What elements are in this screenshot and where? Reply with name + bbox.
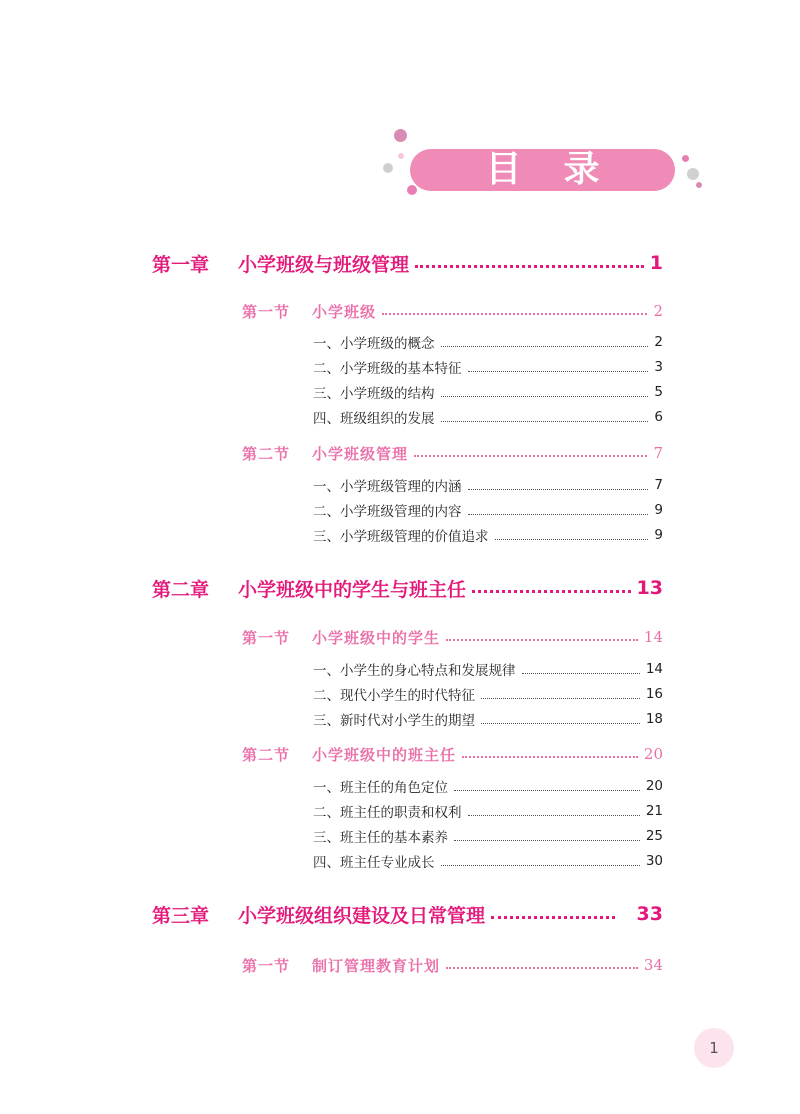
section-number: 第一节 bbox=[242, 302, 291, 321]
section-page: 20 bbox=[643, 745, 663, 763]
section-title: 小学班级中的班主任 bbox=[312, 745, 457, 764]
item-title: 三、小学班级管理的价值追求 bbox=[313, 529, 489, 545]
section-title: 小学班级 bbox=[312, 302, 377, 321]
chapter-number: 第二章 bbox=[152, 578, 210, 601]
dot-leader bbox=[441, 865, 640, 866]
item-title: 二、现代小学生的时代特征 bbox=[313, 688, 475, 704]
section-2-1-row[interactable] bbox=[242, 624, 663, 650]
section-title: 制订管理教育计划 bbox=[312, 956, 441, 975]
item-title: 三、新时代对小学生的期望 bbox=[313, 713, 475, 729]
item-title: 二、小学班级管理的内容 bbox=[313, 504, 462, 520]
toc-item[interactable] bbox=[313, 406, 663, 428]
toc-item[interactable] bbox=[313, 331, 663, 353]
dot-leader bbox=[454, 790, 640, 791]
dot-leader bbox=[454, 840, 640, 841]
item-page: 18 bbox=[645, 711, 663, 727]
decor-dot bbox=[398, 153, 404, 159]
item-title: 四、班级组织的发展 bbox=[313, 411, 435, 427]
item-page: 9 bbox=[654, 502, 663, 518]
dot-leader bbox=[468, 514, 649, 515]
toc-item[interactable] bbox=[313, 800, 663, 822]
item-page: 30 bbox=[645, 853, 663, 869]
dot-leader bbox=[491, 916, 615, 919]
section-number: 第二节 bbox=[242, 444, 291, 463]
chapter-2-row[interactable] bbox=[152, 572, 663, 604]
dot-leader bbox=[441, 396, 649, 397]
item-page: 16 bbox=[645, 686, 663, 702]
chapter-page: 33 bbox=[636, 903, 663, 925]
toc-title-banner bbox=[410, 149, 675, 191]
section-title: 小学班级管理 bbox=[312, 444, 409, 463]
toc-title: 目录 bbox=[485, 149, 642, 190]
section-number: 第一节 bbox=[242, 628, 291, 647]
item-title: 三、小学班级的结构 bbox=[313, 386, 435, 402]
toc-item[interactable] bbox=[313, 524, 663, 546]
dot-leader bbox=[468, 371, 649, 372]
section-page: 7 bbox=[653, 444, 663, 462]
toc-item[interactable] bbox=[313, 775, 663, 797]
chapter-title: 小学班级与班级管理 bbox=[238, 253, 410, 276]
item-title: 二、班主任的职责和权利 bbox=[313, 805, 462, 821]
dot-leader bbox=[522, 673, 640, 674]
section-2-2-row[interactable] bbox=[242, 741, 663, 767]
dot-leader bbox=[441, 346, 649, 347]
dot-leader bbox=[414, 455, 647, 457]
toc-item[interactable] bbox=[313, 499, 663, 521]
item-page: 14 bbox=[645, 661, 663, 677]
dot-leader bbox=[468, 489, 649, 490]
item-title: 一、小学生的身心特点和发展规律 bbox=[313, 663, 516, 679]
section-3-1-row[interactable] bbox=[242, 952, 663, 978]
section-title: 小学班级中的学生 bbox=[312, 628, 441, 647]
decor-dot bbox=[394, 129, 407, 142]
dot-leader bbox=[468, 815, 640, 816]
item-title: 四、班主任专业成长 bbox=[313, 855, 435, 871]
chapter-title: 小学班级中的学生与班主任 bbox=[238, 578, 467, 601]
item-title: 一、小学班级管理的内涵 bbox=[313, 479, 462, 495]
decor-dot bbox=[407, 185, 417, 195]
chapter-title: 小学班级组织建设及日常管理 bbox=[238, 904, 486, 927]
dot-leader bbox=[481, 723, 640, 724]
item-page: 25 bbox=[645, 828, 663, 844]
section-page: 34 bbox=[643, 956, 663, 974]
toc-item[interactable] bbox=[313, 658, 663, 680]
item-page: 7 bbox=[654, 477, 663, 493]
toc-item[interactable] bbox=[313, 708, 663, 730]
page-number: 1 bbox=[709, 1039, 719, 1057]
toc-item[interactable] bbox=[313, 825, 663, 847]
item-page: 6 bbox=[654, 409, 663, 425]
dot-leader bbox=[415, 265, 644, 268]
item-title: 二、小学班级的基本特征 bbox=[313, 361, 462, 377]
page-number-badge bbox=[694, 1028, 734, 1068]
section-1-2-row[interactable] bbox=[242, 440, 663, 466]
toc-item[interactable] bbox=[313, 683, 663, 705]
chapter-page: 13 bbox=[636, 577, 663, 599]
toc-item[interactable] bbox=[313, 850, 663, 872]
item-title: 三、班主任的基本素养 bbox=[313, 830, 448, 846]
dot-leader bbox=[382, 313, 647, 315]
item-page: 3 bbox=[654, 359, 663, 375]
section-1-1-row[interactable] bbox=[242, 298, 663, 324]
item-page: 20 bbox=[645, 778, 663, 794]
toc-item[interactable] bbox=[313, 356, 663, 378]
toc-item[interactable] bbox=[313, 381, 663, 403]
chapter-number: 第一章 bbox=[152, 253, 210, 276]
section-page: 2 bbox=[653, 302, 663, 320]
chapter-3-row[interactable] bbox=[152, 898, 663, 930]
dot-leader bbox=[446, 967, 638, 969]
decor-dot bbox=[383, 163, 393, 173]
toc-item[interactable] bbox=[313, 474, 663, 496]
dot-leader bbox=[446, 639, 638, 641]
dot-leader bbox=[495, 539, 649, 540]
item-title: 一、班主任的角色定位 bbox=[313, 780, 448, 796]
dot-leader bbox=[462, 756, 638, 758]
dot-leader bbox=[472, 590, 631, 593]
section-number: 第二节 bbox=[242, 745, 291, 764]
dot-leader bbox=[441, 421, 649, 422]
decor-dot bbox=[687, 168, 699, 180]
item-page: 21 bbox=[645, 803, 663, 819]
item-page: 2 bbox=[654, 334, 663, 350]
decor-dot bbox=[696, 182, 702, 188]
chapter-number: 第三章 bbox=[152, 904, 210, 927]
chapter-page: 1 bbox=[649, 252, 663, 274]
item-title: 一、小学班级的概念 bbox=[313, 336, 435, 352]
decor-dot bbox=[682, 155, 689, 162]
item-page: 9 bbox=[654, 527, 663, 543]
chapter-1-row[interactable] bbox=[152, 247, 663, 279]
dot-leader bbox=[481, 698, 640, 699]
section-number: 第一节 bbox=[242, 956, 291, 975]
item-page: 5 bbox=[654, 384, 663, 400]
section-page: 14 bbox=[643, 628, 663, 646]
